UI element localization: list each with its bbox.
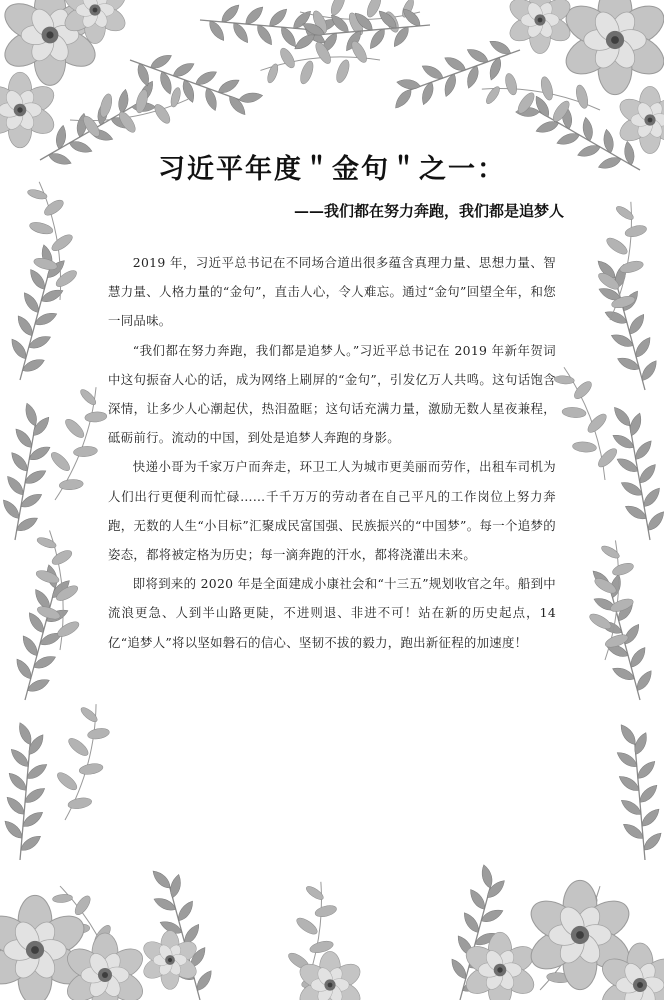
article-body: [108, 248, 556, 657]
paragraph-2: “我们都在努力奔跑，我们都是追梦人。”习近平总书记在 2019 年新年贺词中这句振奋人心的话，成为网络上刷屏的“金句”，引发亿万人共鸣。这句话饱含深情，让多少人心潮起伏，热泪盈眶；这句话充满力量，激励无数人星夜兼程，砥砺前行。流动的中国，到处是追梦人奔跑的身影。: [108, 342, 556, 446]
right-sprays: [544, 198, 664, 862]
paragraph-3: 快递小哥为千家万户而奔走，环卫工人为城市更美丽而劳作，出租车司机为人们出行更便利而忙碌……千千万万的劳动者在自己平凡的工作岗位上努力奔跑，无数的人生“小目标”汇聚成民富国强、民族振兴的“中国梦”。每一个追梦的姿态，都将被定格为历史；每一滴奔跑的汗水，都将浇灌出未来。: [108, 459, 556, 563]
page-subtitle: ——我们都在努力奔跑，我们都是追梦人: [293, 202, 564, 220]
left-sprays: [0, 177, 120, 861]
paragraph-1: 2019 年，习近平总书记在不同场合道出很多蕴含真理力量、思想力量、智慧力量、人格力量的“金句”，直击人心，令人难忘。通过“金句”回望全年，和您一同品味。: [108, 255, 556, 329]
document-content: [108, 150, 564, 657]
paragraph-4: 即将到来的 2020 年是全面建成小康社会和“十三五”规划收官之年。船到中流浪更急、人到半山路更陡，不进则退、非进不可！站在新的历史起点，14 亿“追梦人”将以坚如磐石的信心、坚韧不拔的毅力，跑出新征程的加速度！: [108, 576, 556, 650]
top-sprays: [198, 0, 432, 91]
page-title: 习近平年度＂金句＂之一：: [158, 154, 506, 185]
bottom-flowers: [0, 860, 664, 1000]
